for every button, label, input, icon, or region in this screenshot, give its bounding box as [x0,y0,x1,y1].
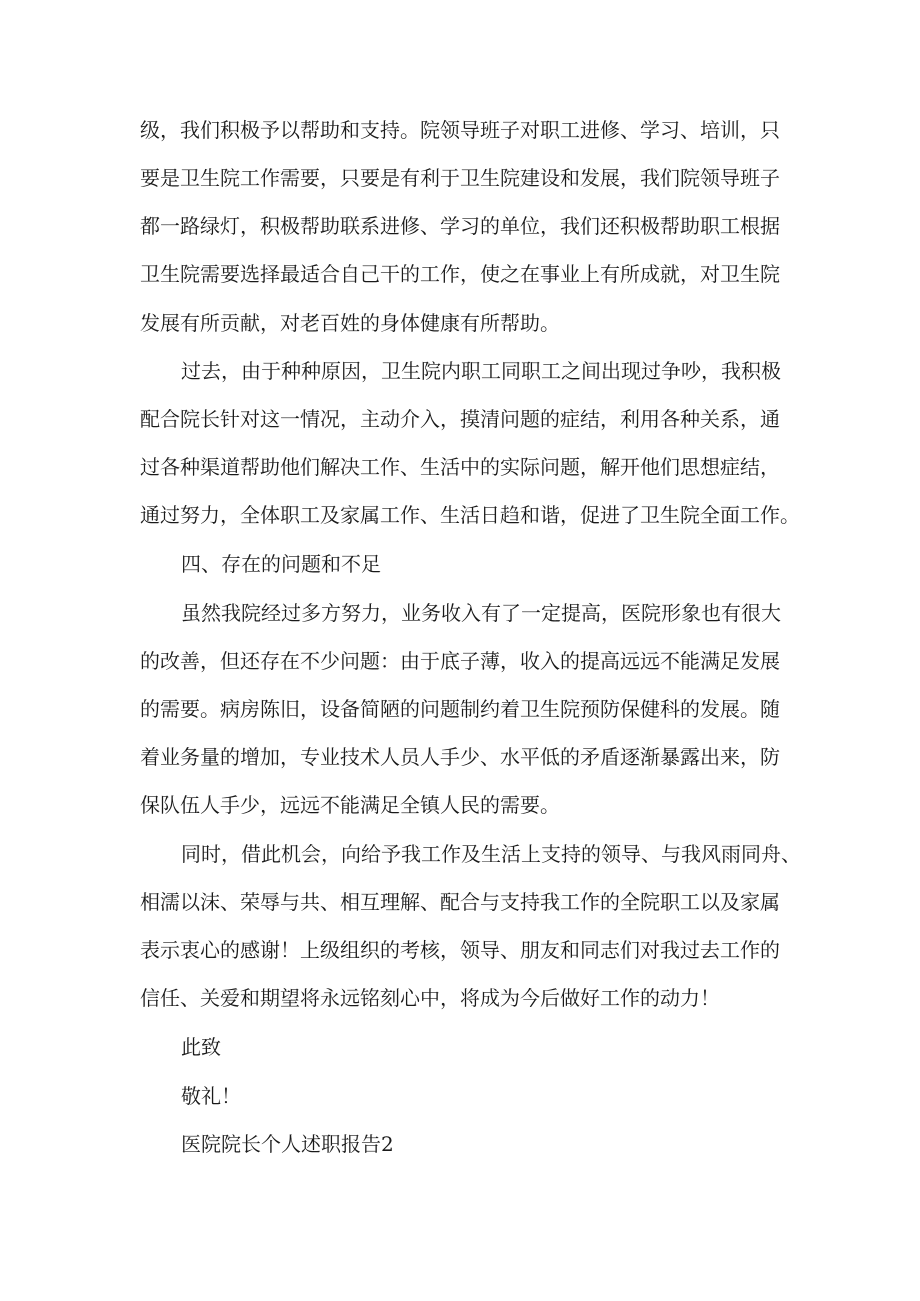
text-line [0,739,920,775]
line-text: 着业务量的增加，专业技术人员人手少、水平低的矛盾逐渐暴露出来，防 [140,745,780,769]
section-heading [0,546,920,582]
text-line [0,256,920,292]
line-text: 通过努力，全体职工及家属工作、生活日趋和谐，促进了卫生院全面工作。 [140,503,800,527]
line-text: 要是卫生院工作需要，只要是有利于卫生院建设和发展，我们院领导班子 [140,166,780,190]
line-text: 虽然我院经过多方努力，业务收入有了一定提高，医院形象也有很大 [181,601,781,625]
salutation-line [0,1078,920,1114]
text-line [0,980,920,1016]
text-line [0,932,920,968]
line-text: 发展有所贡献，对老百姓的身体健康有所帮助。 [140,311,560,335]
text-line [0,643,920,679]
line-text: 过各种渠道帮助他们解决工作、生活中的实际问题，解开他们思想症结， [140,455,780,479]
text-line [0,401,920,437]
line-text: 都一路绿灯，积极帮助联系进修、学习的单位，我们还积极帮助职工根据 [140,214,780,238]
text-line [0,112,920,148]
line-text: 配合院长针对这一情况，主动介入，摸清问题的症结，利用各种关系，通 [140,407,780,431]
text-line [0,353,920,389]
text-line [0,595,920,631]
closing-line [0,1029,920,1065]
line-text: 的需要。病房陈旧，设备简陋的问题制约着卫生院预防保健科的发展。随 [140,697,780,721]
text-line [0,884,920,920]
line-text: 保队伍人手少，远远不能满足全镇人民的需要。 [140,793,560,817]
next-section-title-text: 医院院长个人述职报告2 [181,1132,394,1156]
salutation-text: 敬礼！ [181,1084,241,1108]
text-line [0,836,920,872]
text-line [0,691,920,727]
text-line [0,449,920,485]
line-text: 同时，借此机会，向给予我工作及生活上支持的领导、与我风雨同舟、 [181,842,801,866]
line-text: 表示衷心的感谢！上级组织的考核，领导、朋友和同志们对我过去工作的 [140,938,780,962]
text-line [0,208,920,244]
text-line [0,305,920,341]
line-text: 过去，由于种种原因，卫生院内职工同职工之间出现过争吵，我积极 [181,359,781,383]
line-text: 级，我们积极予以帮助和支持。院领导班子对职工进修、学习、培训，只 [140,118,780,142]
line-text: 卫生院需要选择最适合自己干的工作，使之在事业上有所成就，对卫生院 [140,262,780,286]
text-line [0,787,920,823]
line-text: 相濡以沫、荣辱与共、相互理解、配合与支持我工作的全院职工以及家属 [140,890,780,914]
section-heading-text: 四、存在的问题和不足 [181,552,381,576]
text-line [0,497,920,533]
closing-text: 此致 [181,1035,221,1059]
line-text: 的改善，但还存在不少问题：由于底子薄，收入的提高远远不能满足发展 [140,649,780,673]
line-text: 信任、关爱和期望将永远铭刻心中，将成为今后做好工作的动力！ [140,986,720,1010]
next-section-title [0,1126,920,1162]
text-line [0,160,920,196]
